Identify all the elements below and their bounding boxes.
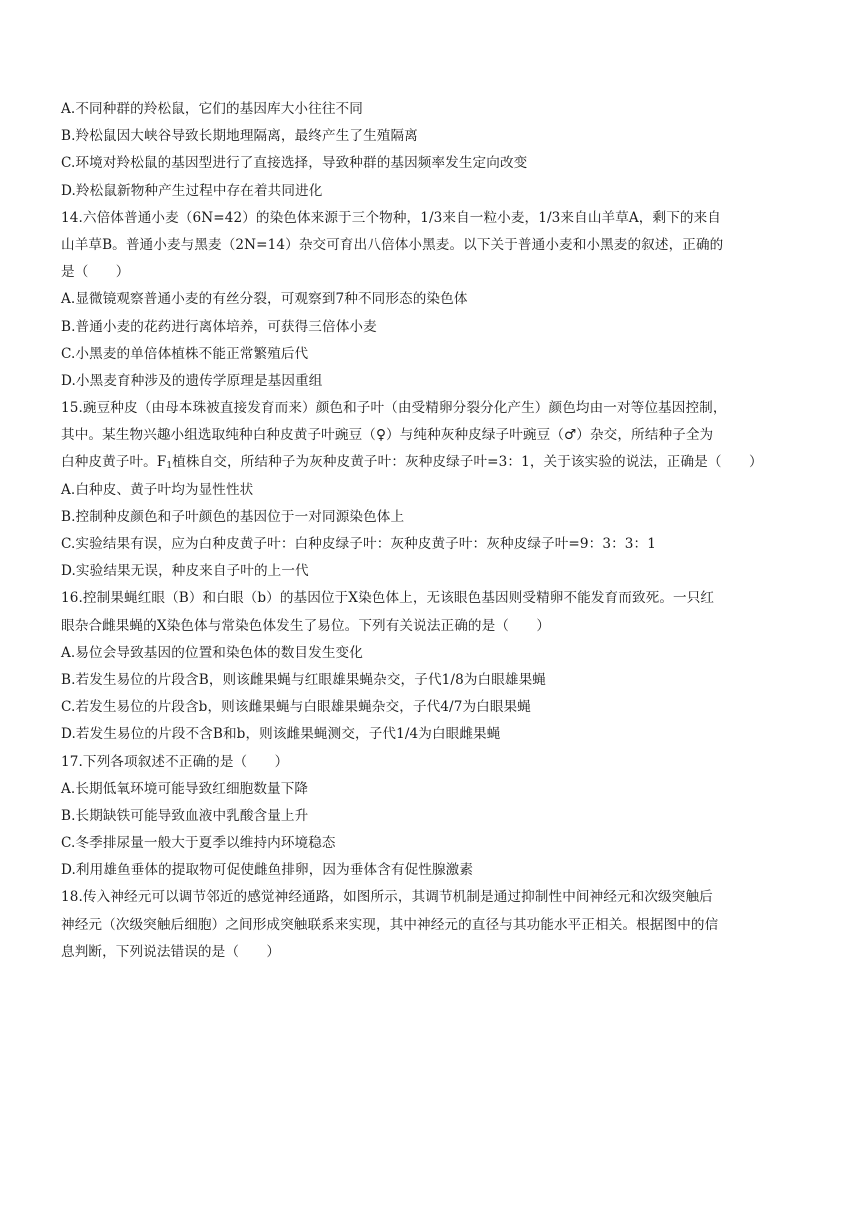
q16-stem-line-1: 16.控制果蝇红眼（B）和白眼（b）的基因位于X染色体上，无该眼色基因则受精卵不能发育而致死。一只红 [61, 590, 715, 607]
q16-option-b: B.若发生易位的片段含B，则该雌果蝇与红眼雄果蝇杂交，子代1/8为白眼雄果蝇 [61, 671, 546, 688]
q18-stem-line-2: 神经元（次级突触后细胞）之间形成突触联系来实现，其中神经元的直径与其功能水平正相关。根据图中的信 [61, 916, 719, 933]
q15-stem-line-3 [61, 449, 801, 476]
q16-option-a: A.易位会导致基因的位置和染色体的数目发生变化 [61, 644, 363, 661]
q15-option-d: D.实验结果无误，种皮来自子叶的上一代 [61, 563, 309, 580]
q14-option-d: D.小黑麦育种涉及的遗传学原理是基因重组 [61, 372, 323, 389]
question-18 [61, 884, 801, 966]
q13-option-a: A.不同种群的羚松鼠，它们的基因库大小往往不同 [61, 101, 363, 117]
q15-option-c: C.实验结果有误，应为白种皮黄子叶：白种皮绿子叶：灰种皮黄子叶：灰种皮绿子叶=9：3：3：1 [61, 536, 656, 552]
q16-stem-line-2: 眼杂合雌果蝇的X染色体与常染色体发生了易位。下列有关说法正确的是（ ） [61, 617, 551, 634]
q15-stem-line-3-part-a: 白种皮黄子叶。F [61, 454, 167, 471]
q16-option-d: D.若发生易位的片段不含B和b，则该雌果蝇测交，子代1/4为白眼雌果蝇 [61, 726, 501, 743]
q15-f1-subscript: 1 [166, 461, 173, 472]
q15-stem-line-1: 15.豌豆种皮（由母本珠被直接发育而来）颜色和子叶（由受精卵分裂分化产生）颜色均由一对等位基因控制， [61, 400, 727, 417]
q13-option-b: B.羚松鼠因大峡谷导致长期地理隔离，最终产生了生殖隔离 [61, 128, 418, 145]
question-16 [61, 585, 801, 748]
question-13-options [61, 96, 801, 205]
q14-stem-line-2: 山羊草B。普通小麦与黑麦（2N=14）杂交可育出八倍体小黑麦。以下关于普通小麦和小黑麦的叙述，正确的 [61, 236, 724, 253]
q17-option-a: A.长期低氧环境可能导致红细胞数量下降 [61, 780, 309, 797]
q17-stem: 17.下列各项叙述不正确的是（ ） [61, 753, 289, 770]
q18-stem-line-3: 息判断，下列说法错误的是（ ） [61, 943, 281, 960]
q16-option-c: C.若发生易位的片段含b，则该雌果蝇与白眼雄果蝇杂交，子代4/7为白眼果蝇 [61, 699, 531, 716]
q15-stem-line-2: 其中。某生物兴趣小组选取纯种白种皮黄子叶豌豆（♀）与纯种灰种皮绿子叶豌豆（♂）杂交，所结种子全为 [61, 427, 714, 444]
exam-page [61, 96, 801, 966]
q13-option-d: D.羚松鼠新物种产生过程中存在着共同进化 [61, 182, 323, 199]
q17-option-b: B.长期缺铁可能导致血液中乳酸含量上升 [61, 807, 309, 824]
q15-stem-line-3-part-b: 植株自交，所结种子为灰种皮黄子叶：灰种皮绿子叶=3：1，关于该实验的说法，正确是（ ） [172, 454, 763, 471]
q14-stem-line-3: 是（ ） [61, 264, 130, 281]
q18-stem-line-1: 18.传入神经元可以调节邻近的感觉神经通路，如图所示，其调节机制是通过抑制性中间神经元和次级突触后 [61, 889, 713, 906]
q14-option-a: A.显微镜观察普通小麦的有丝分裂，可观察到7种不同形态的染色体 [61, 291, 468, 308]
q17-option-d: D.利用雄鱼垂体的提取物可促使雌鱼排卵，因为垂体含有促性腺激素 [61, 862, 474, 879]
question-14 [61, 205, 801, 395]
q14-option-b: B.普通小麦的花药进行离体培养，可获得三倍体小麦 [61, 318, 377, 335]
q14-option-c: C.小黑麦的单倍体植株不能正常繁殖后代 [61, 345, 309, 362]
q17-option-c: C.冬季排尿量一般大于夏季以维持内环境稳态 [61, 835, 336, 852]
q15-option-a: A.白种皮、黄子叶均为显性性状 [61, 481, 254, 498]
question-17 [61, 749, 801, 885]
question-15 [61, 395, 801, 585]
q15-option-b: B.控制种皮颜色和子叶颜色的基因位于一对同源染色体上 [61, 508, 405, 525]
q13-option-c: C.环境对羚松鼠的基因型进行了直接选择，导致种群的基因频率发生定向改变 [61, 155, 528, 172]
q14-stem-line-1: 14.六倍体普通小麦（6N=42）的染色体来源于三个物种，1/3来自一粒小麦，1/3来自山羊草A，剩下的来自 [61, 209, 721, 226]
